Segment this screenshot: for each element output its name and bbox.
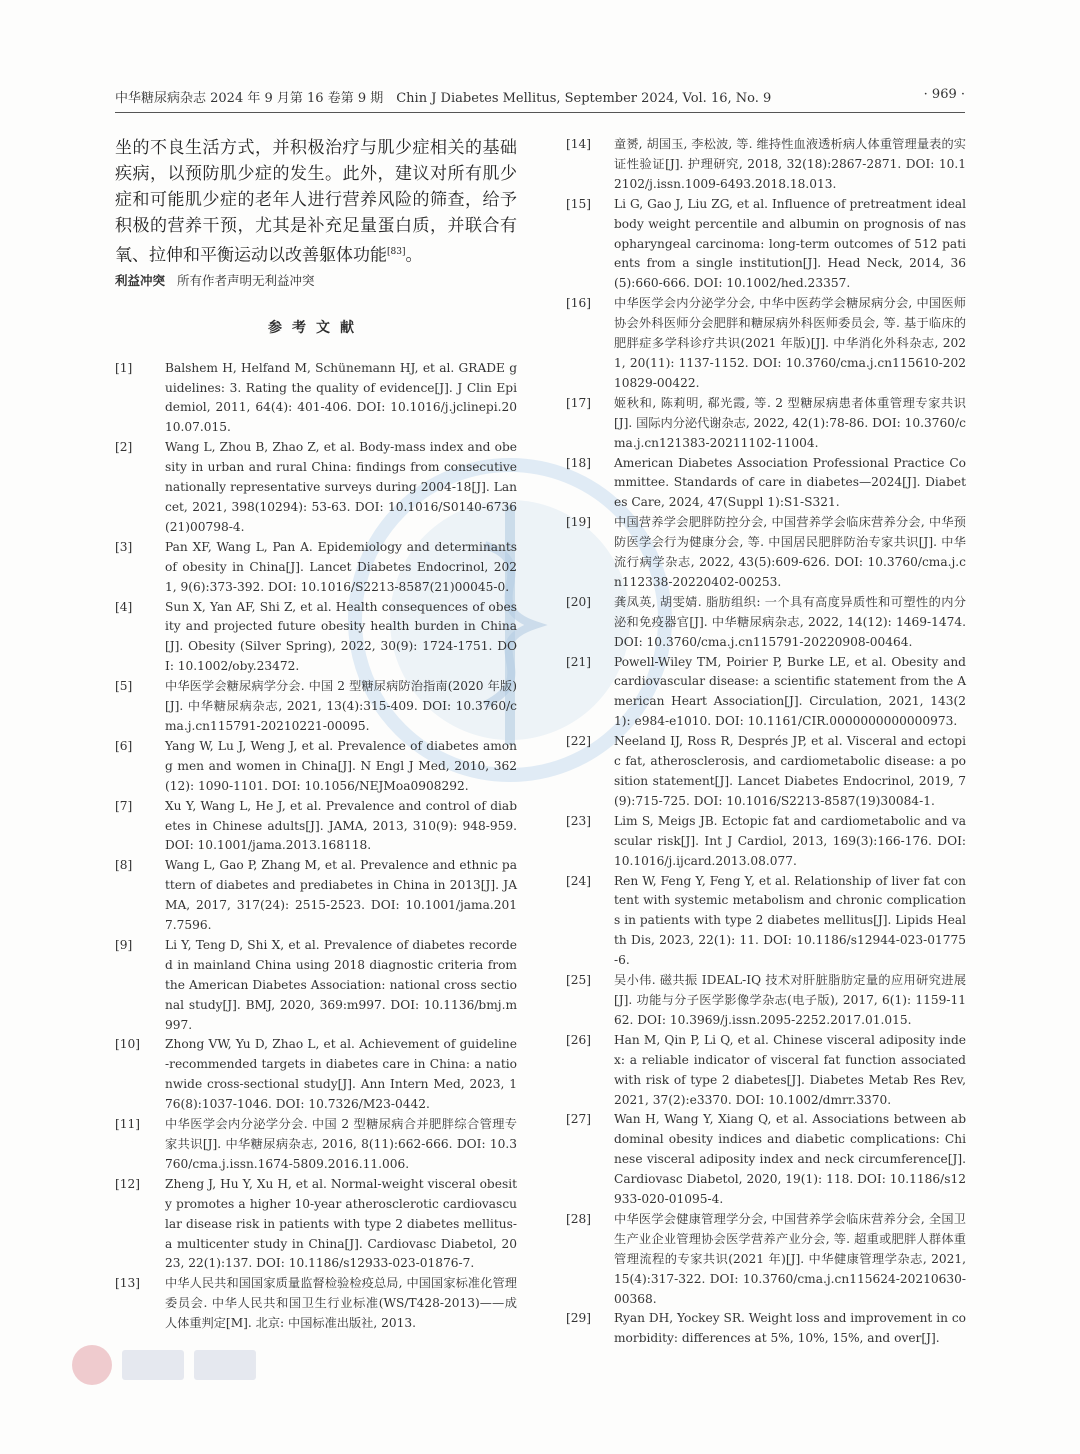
reference-text: 中华医学会糖尿病学分会. 中国 2 型糖尿病防治指南(2020 年版)[J]. 中华糖尿病杂志, 2021, 13(4):315-409. DOI: 10.3760/cma.j.cn115791-20210221-00095.: [165, 679, 517, 733]
reference-text: Lim S, Meigs JB. Ectopic fat and cardiometabolic and vascular risk[J]. Int J Cardiol, 2013, 169(3):166-176. DOI: 10.1016/j.ijcard.2013.08.077.: [614, 813, 966, 868]
reference-item: [566, 394, 966, 454]
reference-text: Xu Y, Wang L, He J, et al. Prevalence and control of diabetes in Chinese adults[J]. JAMA, 2013, 310(9): 948-959. DOI: 10.1001/jama.2013.168118.: [165, 798, 517, 853]
reference-text: Li Y, Teng D, Shi X, et al. Prevalence of diabetes recorded in mainland China using 2018 diagnostic criteria from the American Diabetes Association: national cross sectional study[J]. BMJ, 2020, 369:m997. DOI: 10.1136/bmj.m997.: [165, 937, 517, 1032]
reference-number: [17]: [566, 395, 592, 410]
reference-item: [566, 812, 966, 872]
reference-text: Han M, Qin P, Li Q, et al. Chinese visceral adiposity index: a reliable indicator of visceral fat function associated with risk of type 2 diabetes[J]. Diabetes Metab Res Rev, 2021, 37(2):e3370. DOI: 10.1002/dmrr.3370.: [614, 1032, 966, 1107]
reference-item: [115, 856, 517, 936]
reference-number: [6]: [115, 738, 133, 753]
reference-text: 中华人民共和国国家质量监督检验检疫总局, 中国国家标准化管理委员会. 中华人民共和国卫生行业标准(WS/T428-2013)——成人体重判定[M]. 北京: 中国标准出版社, 2013.: [165, 1276, 517, 1331]
reference-number: [7]: [115, 798, 133, 813]
reference-text: Pan XF, Wang L, Pan A. Epidemiology and determinants of obesity in China[J]. Lancet Diabetes Endocrinol, 2021, 9(6):373-392. DOI: 10.1016/S2213-8587(21)00045-0.: [165, 539, 517, 594]
reference-number: [1]: [115, 360, 133, 375]
reference-item: [566, 1031, 966, 1111]
reference-number: [28]: [566, 1211, 592, 1226]
reference-item: [566, 872, 966, 972]
reference-number: [27]: [566, 1112, 592, 1127]
reference-number: [19]: [566, 515, 592, 530]
right-column: [566, 135, 966, 1349]
reference-number: [25]: [566, 973, 592, 988]
body-paragraph: [115, 135, 517, 269]
reference-number: [12]: [115, 1176, 141, 1191]
reference-text: Yang W, Lu J, Weng J, et al. Prevalence of diabetes among men and women in China[J]. N Engl J Med, 2010, 362(12): 1090-1101. DOI: 10.1056/NEJMoa0908292.: [165, 738, 517, 793]
header-divider: [115, 112, 965, 113]
reference-number: [5]: [115, 679, 133, 694]
reference-list-left: [115, 359, 517, 1334]
body-paragraph-end: 。: [405, 245, 423, 266]
reference-text: 中华医学会内分泌学分会. 中国 2 型糖尿病合并肥胖综合管理专家共识[J]. 中华糖尿病杂志, 2016, 8(11):662-666. DOI: 10.3760/cma.j.issn.1674-5809.2016.11.006.: [165, 1117, 517, 1171]
reference-item: [566, 593, 966, 653]
reference-item: [115, 1035, 517, 1115]
reference-number: [23]: [566, 813, 592, 828]
reference-text: Zhong VW, Yu D, Zhao L, et al. Achievement of guideline-recommended targets in diabetes care in China: a nationwide cross-sectional study[J]. Ann Intern Med, 2023, 176(8):1037-1046. DOI: 10.7326/M23-0442.: [165, 1037, 517, 1112]
conflict-of-interest: [115, 272, 517, 290]
reference-number: [16]: [566, 296, 592, 311]
reference-item: [566, 454, 966, 514]
body-paragraph-text: 坐的不良生活方式，并积极治疗与肌少症相关的基础疾病，以预防肌少症的发生。此外，建议对所有肌少症和可能肌少症的老年人进行营养风险的筛查，给予积极的营养干预，尤其是补充足量蛋白质，并联合有氧、拉伸和平衡运动以改善躯体功能: [115, 138, 517, 266]
reference-item: [566, 1309, 966, 1349]
reference-number: [18]: [566, 455, 592, 470]
reference-item: [566, 294, 966, 394]
reference-item: [566, 513, 966, 593]
reference-item: [115, 1274, 517, 1334]
reference-text: Li G, Gao J, Liu ZG, et al. Influence of pretreatment ideal body weight percentile and albumin on prognosis of nasopharyngeal carcinoma: long-term outcomes of 512 patients from a single institution[J]. Head Neck, 2014, 36(5):660-666. DOI: 10.1002/hed.23357.: [614, 196, 966, 291]
reference-text: Zheng J, Hu Y, Xu H, et al. Normal-weight visceral obesity promotes a higher 10-year atherosclerotic cardiovascular disease risk in patients with type 2 diabetes mellitus-a multicenter study in China[J]. Cardiovasc Diabetol, 2023, 22(1):137. DOI: 10.1186/s12933-023-01876-7.: [165, 1176, 517, 1271]
reference-text: Ryan DH, Yockey SR. Weight loss and improvement in comorbidity: differences at 5%, 10%, 15%, and over[J].: [614, 1311, 966, 1346]
reference-text: Sun X, Yan AF, Shi Z, et al. Health consequences of obesity and projected future obesity health burden in China[J]. Obesity (Silver Spring), 2022, 30(9): 1724-1751. DOI: 10.1002/oby.23472.: [165, 599, 517, 674]
reference-number: [9]: [115, 937, 133, 952]
references-heading: 参考文献: [268, 319, 364, 336]
reference-text: 童赟, 胡国玉, 李松波, 等. 维持性血液透析病人体重管理量表的实证性验证[J]. 护理研究, 2018, 32(18):2867-2871. DOI: 10.12102/j.issn.1009-6493.2018.18.013.: [614, 137, 966, 191]
conflict-label: 利益冲突: [115, 272, 166, 288]
reference-item: [115, 936, 517, 1036]
reference-number: [24]: [566, 873, 592, 888]
reference-number: [8]: [115, 858, 133, 873]
reference-text: Powell-Wiley TM, Poirier P, Burke LE, et al. Obesity and cardiovascular disease: a scientific statement from the American Heart Association[J]. Circulation, 2021, 143(21): e984-e1010. DOI: 10.1161/CIR.0000000000000973.: [614, 654, 966, 729]
reference-text: 姬秋和, 陈莉明, 郗光霞, 等. 2 型糖尿病患者体重管理专家共识[J]. 国际内分泌代谢杂志, 2022, 42(1):78-86. DOI: 10.3760/cma.j.cn121383-20211102-11004.: [614, 395, 966, 450]
publisher-logo: [72, 1345, 256, 1385]
reference-number: [10]: [115, 1037, 141, 1052]
reference-item: [566, 195, 966, 295]
reference-text: Wang L, Gao P, Zhang M, et al. Prevalence and ethnic pattern of diabetes and prediabetes in China in 2013[J]. JAMA, 2017, 317(24): 2515-2523. DOI: 10.1001/jama.2017.7596.: [165, 858, 517, 933]
page-number: · 969 ·: [923, 87, 965, 102]
reference-number: [2]: [115, 440, 133, 455]
reference-item: [566, 653, 966, 733]
reference-number: [21]: [566, 654, 592, 669]
reference-text: Neeland IJ, Ross R, Després JP, et al. Visceral and ectopic fat, atherosclerosis, and cardiometabolic disease: a position statement[J]. Lancet Diabetes Endocrinol, 2019, 7(9):715-725. DOI: 10.1016/S2213-8587(19)30084-1.: [614, 734, 966, 808]
reference-text: Wang L, Zhou B, Zhao Z, et al. Body-mass index and obesity in urban and rural China: findings from consecutive nationally representative surveys during 2004-18[J]. Lancet, 2021, 398(10294): 53-63. DOI: 10.1016/S0140-6736(21)00798-4.: [165, 440, 517, 534]
reference-text: Wan H, Wang Y, Xiang Q, et al. Associations between abdominal obesity indices and diabetic complications: Chinese visceral adiposity index and neck circumference[J]. Cardiovasc Diabetol, 2020, 19(1): 118. DOI: 10.1186/s12933-020-01095-4.: [614, 1112, 966, 1207]
reference-item: [566, 1210, 966, 1310]
reference-text: American Diabetes Association Professional Practice Committee. Standards of care in diabetes—2024[J]. Diabetes Care, 2024, 47(Suppl 1):S1-S321.: [614, 455, 966, 510]
logo-block-icon: [194, 1350, 256, 1380]
reference-item: [566, 732, 966, 812]
reference-item: [115, 359, 517, 439]
reference-list-right: [566, 135, 966, 1349]
reference-number: [29]: [566, 1311, 592, 1326]
reference-number: [14]: [566, 137, 592, 151]
reference-text: 吴小伟. 磁共振 IDEAL-IQ 技术对肝脏脂肪定量的应用研究进展[J]. 功能与分子医学影像学杂志(电子版), 2017, 6(1): 1159-1162. DOI: 10.3969/j.issn.2095-2252.2017.01.015.: [614, 973, 966, 1027]
reference-item: [115, 538, 517, 598]
citation-83: [83]: [387, 247, 406, 257]
reference-item: [115, 598, 517, 678]
reference-number: [20]: [566, 594, 592, 609]
reference-item: [115, 438, 517, 538]
reference-number: [26]: [566, 1032, 592, 1047]
journal-citation: 中华糖尿病杂志 2024 年 9 月第 16 卷第 9 期 Chin J Diabetes Mellitus, September 2024, Vol. 16, No. 9: [115, 91, 772, 106]
reference-number: [13]: [115, 1276, 141, 1291]
reference-number: [15]: [566, 196, 592, 211]
reference-text: Ren W, Feng Y, Feng Y, et al. Relationship of liver fat content with systemic metabolism and chronic complications in patients with type 2 diabetes mellitus[J]. Lipids Health Dis, 2023, 22(1): 11. DOI: 10.1186/s12944-023-01775-6.: [614, 873, 966, 968]
logo-block-icon: [122, 1350, 184, 1380]
reference-number: [22]: [566, 734, 592, 749]
left-column: [115, 135, 517, 1334]
reference-text: 龚凤英, 胡雯婧. 脂肪组织: 一个具有高度异质性和可塑性的内分泌和免疫器官[J]. 中华糖尿病杂志, 2022, 14(12): 1469-1474. DOI: 10.3760/cma.j.cn115791-20220908-00464.: [614, 594, 966, 649]
reference-text: 中国营养学会肥胖防控分会, 中国营养学会临床营养分会, 中华预防医学会行为健康分会, 等. 中国居民肥胖防治专家共识[J]. 中华流行病学杂志, 2022, 43(5):609-626. DOI: 10.3760/cma.j.cn112338-20220402-00253.: [614, 515, 966, 589]
reference-number: [3]: [115, 539, 133, 554]
reference-item: [115, 737, 517, 797]
reference-item: [566, 1110, 966, 1210]
reference-item: [115, 677, 517, 737]
reference-text: Balshem H, Helfand M, Schünemann HJ, et al. GRADE guidelines: 3. Rating the quality of evidence[J]. J Clin Epidemiol, 2011, 64(4): 401-406. DOI: 10.1016/j.jclinepi.2010.07.015.: [165, 360, 517, 435]
reference-item: [566, 971, 966, 1031]
publisher-seal-icon: [72, 1345, 112, 1385]
reference-number: [4]: [115, 599, 133, 614]
reference-text: 中华医学会健康管理学分会, 中国营养学会临床营养分会, 全国卫生产业企业管理协会医学营养产业分会, 等. 超重或肥胖人群体重管理流程的专家共识(2021 年)[J]. 中华健康管理学杂志, 2021, 15(4):317-322. DOI: 10.3760/cma.j.cn115624-20210630-00368.: [614, 1211, 966, 1306]
reference-text: 中华医学会内分泌学分会, 中华中医药学会糖尿病分会, 中国医师协会外科医师分会肥胖和糖尿病外科医师委员会, 等. 基于临床的肥胖症多学科诊疗共识(2021 年版)[J]. 中华消化外科杂志, 2021, 20(11): 1137-1152. DOI: 10.3760/cma.j.cn115610-20210829-00422.: [614, 296, 966, 390]
reference-item: [115, 797, 517, 857]
reference-item: [115, 1115, 517, 1175]
conflict-text: 所有作者声明无利益冲突: [177, 272, 315, 288]
reference-item: [566, 135, 966, 195]
reference-item: [115, 1175, 517, 1275]
reference-number: [11]: [115, 1117, 141, 1132]
